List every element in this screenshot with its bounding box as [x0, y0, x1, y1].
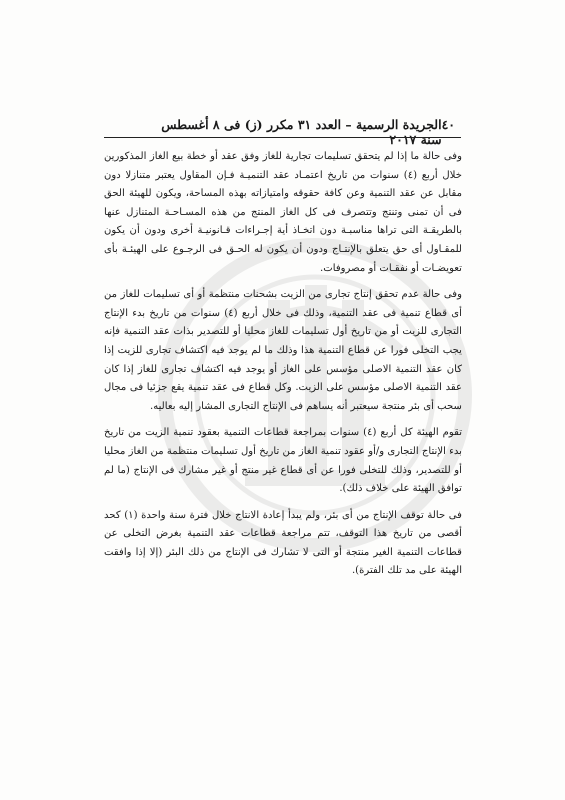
page-header: [140, 117, 455, 147]
paragraph: فى حالة توقف الإنتاج من أى بئر، ولم يبدأ إعادة الانتاج خلال فترة سنة واحدة (١) كحد أقصى من تاريخ هذا التوقف، تتم مراجعة قطاعات عقد التنمية بغرض التخلى عن قطاعات التنمية الغير منتجة أو التى لا تشارك فى الإنتاج من ذلك البئر (إلا إذا وافقت الهيئة على مد تلك الفترة).: [104, 509, 462, 577]
paragraph: تقوم الهيئة كل أربع (٤) سنوات بمراجعة قطاعات التنمية بعقود تنمية الزيت من تاريخ بدء الإنتاج التجارى و/أو عقود تنمية الغاز من تاريخ أول تسليمات منتظمة من الغاز محليا أو للتصدير، وذلك للتخلى فورا عن أى قطاع غير منتج أو غير مشارك فى الإنتاج (ما لم توافق الهيئة على خلاف ذلك).: [104, 427, 462, 495]
page-number: ٤٠: [441, 117, 455, 132]
paragraph: وفى حالة ما إذا لم يتحقق تسليمات تجارية للغاز وفق عقد أو خطة بيع الغاز المذكورين خلال أربع (٤) سنوات من تاريخ اعتمـاد عقد التنميـة فـإن المقاول يعتبر متنازلا دون مقابل عن عقد التنمية وعن كافة حقوقه وامتيازاته بهذه المساحة، ويكون للهيئة الحق فى أن تمنى وتنتج وتتصرف فى كل الغاز المنتج من هذه المسـاحـة المتنازل عنها بالطريقـة التى تراها مناسبـة دون اتخـاذ أية إجـراءات قـانونيـة أخرى ودون أن يكون للمقـاول أى حق يتعلق بالإنتـاج ودون أن يكون له الحـق فى الرجـوع على الهيئـة بأى تعويضـات أو نفقـات أو مصروفات.: [104, 151, 462, 274]
gazette-header-title: الجريدة الرسمية – العدد ٣١ مكرر (ز) فى ٨ أغسطس سنة ٢٠١٧: [161, 117, 442, 147]
body-text: [104, 148, 462, 589]
header-divider: [104, 137, 461, 138]
paragraph: وفى حالة عدم تحقق إنتاج تجارى من الزيت بشحنات منتظمة أو أى تسليمات للغاز من أى قطاع تنمية فى عقد التنمية، وذلك فى خلال أربع (٤) سنوات من تاريخ بدء الإنتاج التجارى للزيت أو من تاريخ أول تسليمات للغاز محليا أو للتصدير بذات عقد التنمية فإنه يجب التخلى فورا عن قطاع التنمية هذا وذلك ما لم يوجد فيه اكتشاف تجارى للزيت إذا كان عقد التنمية الاصلى مؤسس على الغاز أو يوجد فيه اكتشاف تجارى للغاز إذا كان عقد التنمية الاصلى مؤسس على الزيت. وكل قطاع فى عقد تنمية يقع جزئيا فى مجال سحب أى بئر منتجة سيعتبر أنه يساهم فى الإنتاج التجارى المشار إليه بعاليه.: [104, 289, 462, 412]
